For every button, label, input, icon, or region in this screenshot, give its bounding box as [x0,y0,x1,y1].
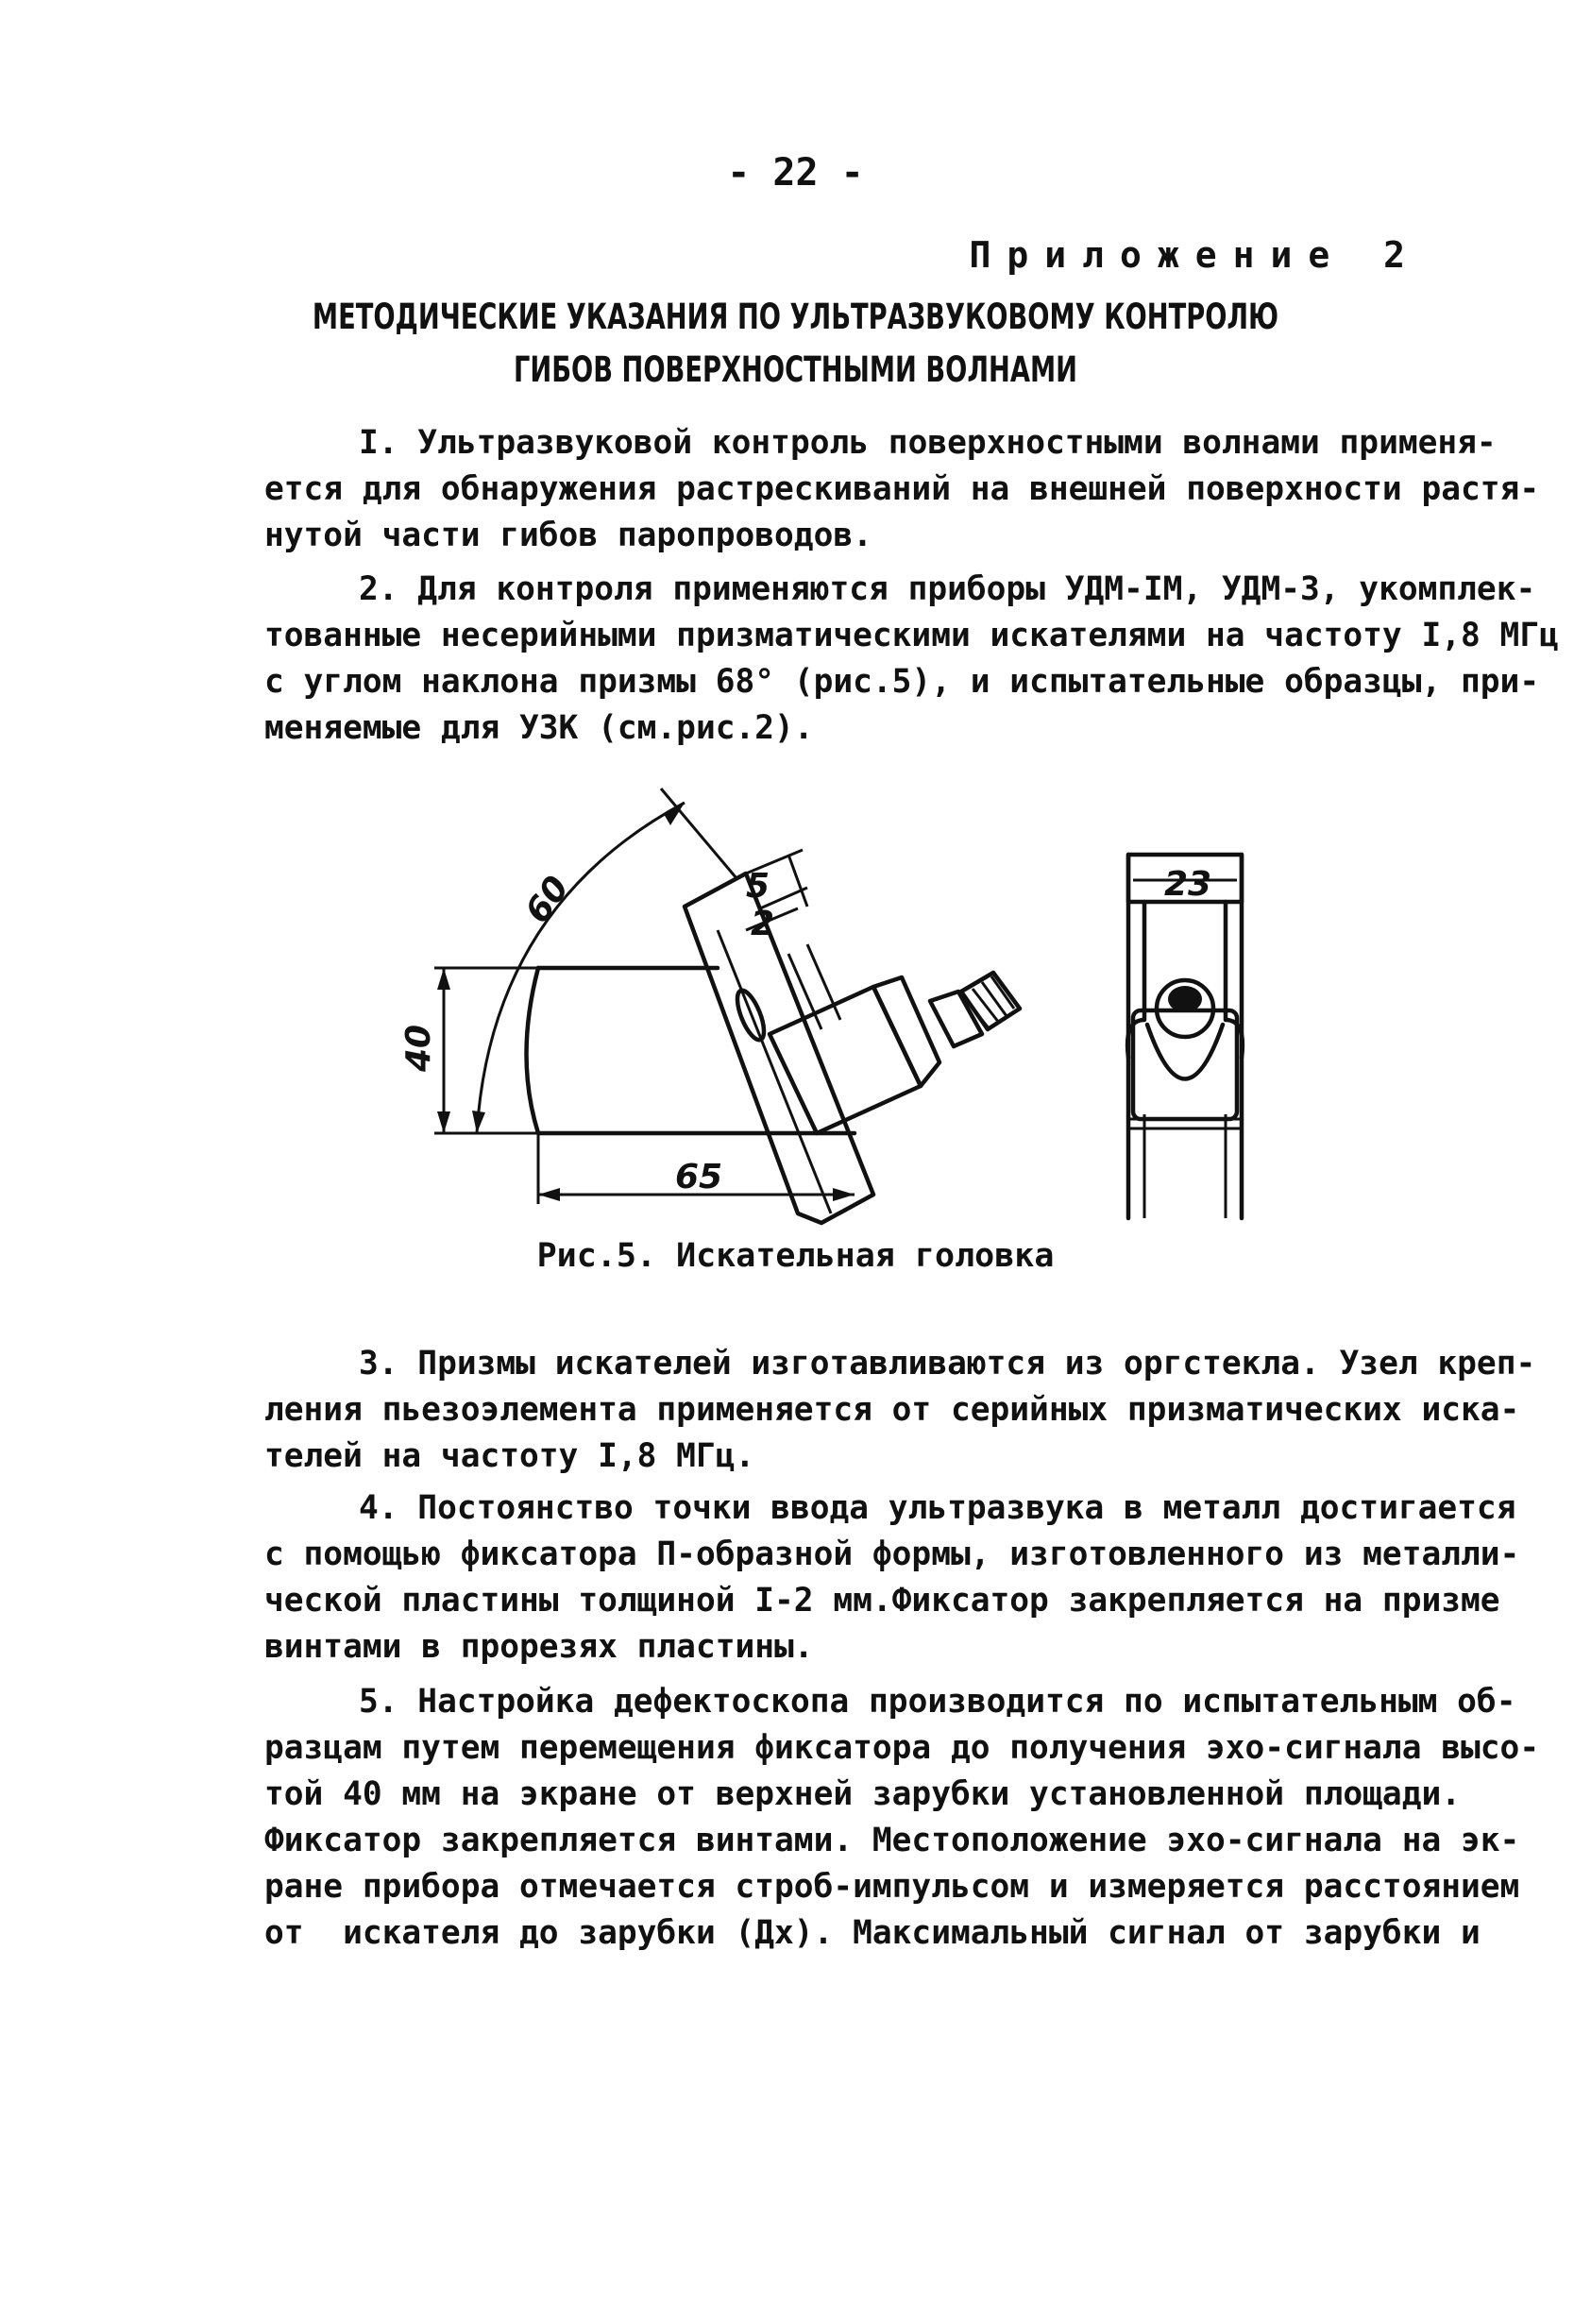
dimension-23: 23 [1164,865,1212,904]
paragraph-line: от искателя до зарубки (Дх). Максимальный сигнал от зарубки и [264,1914,1481,1952]
paragraph-line: ране прибора отмечается строб-импульсом и измеряется расстоянием [264,1868,1520,1906]
paragraph-line: I. Ультразвуковой контроль поверхностными волнами применя- [359,424,1497,462]
prism-arc [527,968,539,1133]
connector-threads [961,973,1020,1029]
dimension-60: 60 [517,869,578,931]
paragraph-line: винтами в прорезях пластины. [264,1628,814,1666]
transducer-collar [873,977,939,1086]
paragraph-line: тованные несерийными призматическими искателями на частоту I,8 МГц [264,617,1559,654]
paragraph-line: 3. Призмы искателей изготавливаются из оргстекла. Узел креп- [359,1345,1536,1383]
probe-front-view [1127,855,1243,1218]
paragraph-line: Фиксатор закрепляется винтами. Местоположение эхо-сигнала на эк- [264,1822,1520,1859]
dimension-lines [434,789,855,1204]
paragraph-line: 2. Для контроля применяются приборы УДМ-IМ, УДМ-3, укомплек- [359,570,1536,608]
dimension-40: 40 [399,1024,438,1072]
transducer-body [770,987,921,1133]
dimension-5: 5 [746,867,770,906]
plate-edge [718,930,831,1213]
paragraph-line: 5. Настройка дефектоскопа производится по испытательным об- [359,1683,1516,1721]
title-line-1: МЕТОДИЧЕСКИЕ УКАЗАНИЯ ПО УЛЬТРАЗВУКОВОМУ КОНТРОЛЮ [312,297,1279,337]
dimension-2: 2 [751,905,775,943]
paragraph-line: нутой части гибов паропроводов. [264,517,872,554]
paragraph-line: ческой пластины толщиной I-2 мм.Фиксатор закрепляется на призме [264,1582,1500,1620]
paragraph-4 [264,1485,1520,1671]
paragraph-line: ления пьезоэлемента применяется от серийных призматических иска- [264,1391,1520,1429]
paragraph-line: ется для обнаружения растрескиваний на внешней поверхности растя- [264,470,1540,508]
page-number: - 22 - [727,151,864,195]
paragraph-line: с углом наклона призмы 68° (рис.5), и испытательные образцы, при- [264,663,1540,701]
paragraph-5 [264,1679,1540,1957]
paragraph-line: телей на частоту I,8 МГц. [264,1437,755,1475]
paragraph-3 [264,1341,1536,1480]
figure-caption: Рис.5. Искательная головка [536,1237,1055,1275]
paragraph-line: той 40 мм на экране от верхней зарубки установленной площади. [264,1775,1462,1813]
paragraph-line: разцам путем перемещения фиксатора до получения эхо-сигнала высо- [264,1729,1540,1767]
front-cup [1147,1025,1223,1079]
title-line-2: ГИБОВ ПОВЕРХНОСТНЫМИ ВОЛНАМИ [513,349,1078,390]
paragraph-line: с помощью фиксатора П-образной формы, изготовленного из металли- [264,1535,1520,1573]
appendix-label: Приложение 2 [969,234,1421,276]
paragraph-line: меняемые для УЗК (см.рис.2). [264,709,814,747]
connector-hole [1168,986,1202,1012]
paragraph-line: 4. Постоянство точки ввода ультразвука в металл достигается [359,1489,1516,1527]
connector-ring [930,992,982,1046]
dimension-65: 65 [675,1158,723,1196]
